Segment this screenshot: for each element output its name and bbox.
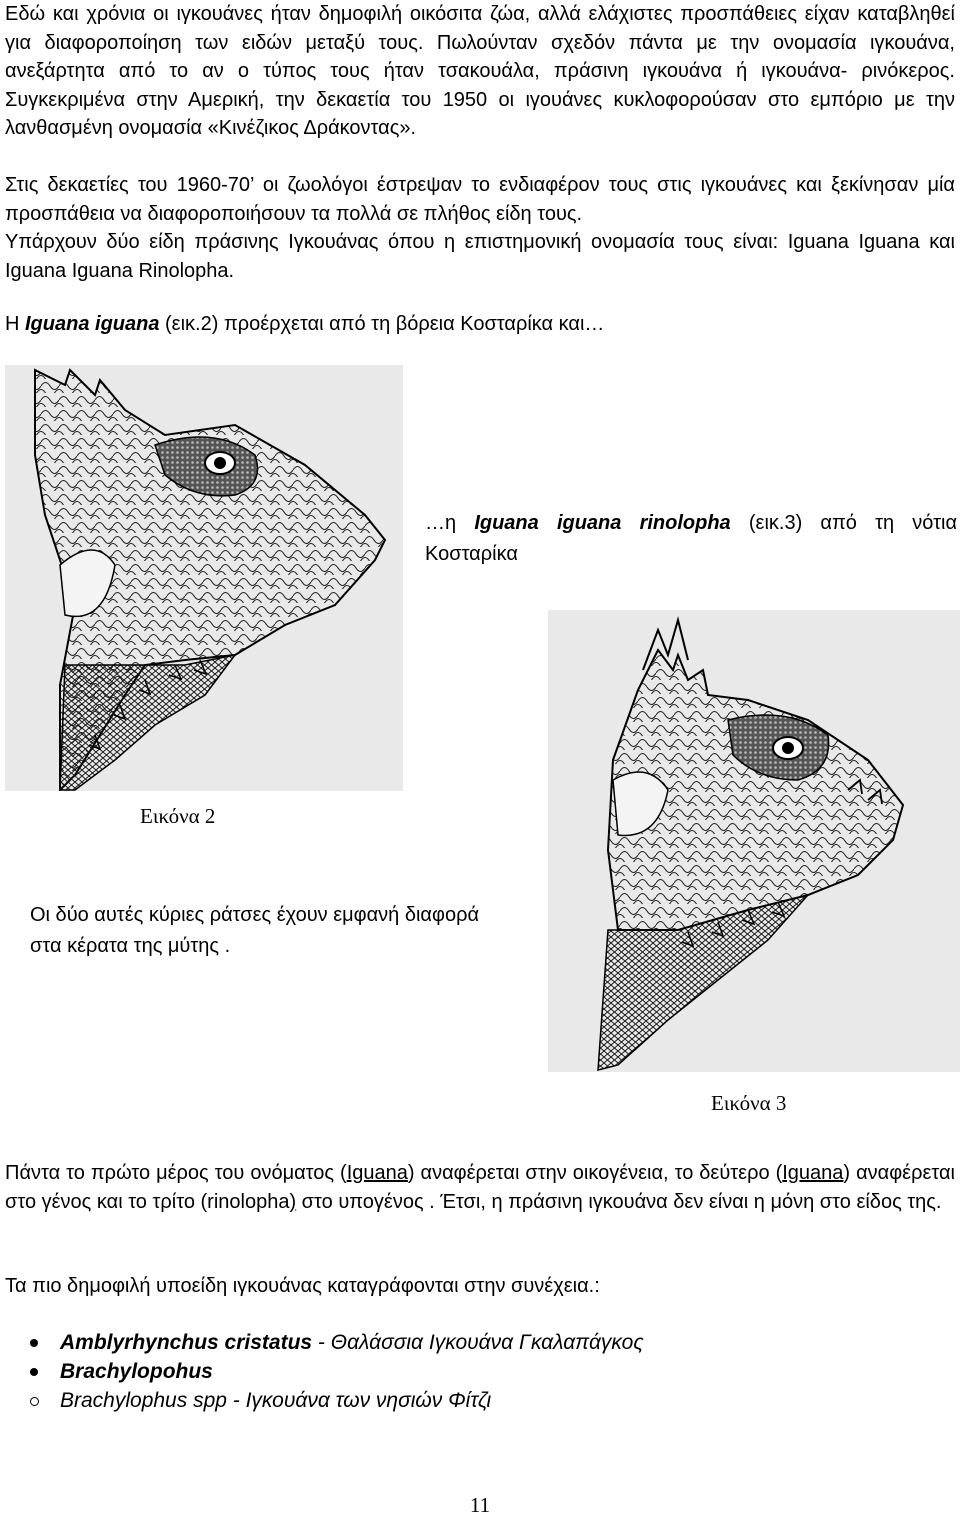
figure-3-iguana-rinolopha-drawing <box>548 610 960 1072</box>
list-item: Brachylopohus <box>30 1357 644 1386</box>
difference-text: Οι δύο αυτές κύριες ράτσες έχουν εμφανή διαφορά στα κέρατα της μύτης . <box>30 904 480 957</box>
subspecies-intro: Τα πιο δημοφιλή υποείδη ιγκουάνας καταγράφονται στην συνέχεια.: <box>5 1275 600 1297</box>
species-name-rinolopha: Iguana iguana rinolopha <box>474 512 731 534</box>
figure-2-iguana-head-drawing <box>5 365 403 791</box>
naming-paragraph: Πάντα το πρώτο μέρος του ονόματος (Iguana) αναφέρεται στην οικογένεια, το δεύτερο (Iguana) αναφέρεται στο γένος και το τρίτο (rinolopha) στο υπογένος . Έτσι, η πράσινη ιγκουάνα δεν είναι η μόνη στο είδος της. <box>5 1162 955 1213</box>
species-name-iguana: Iguana iguana <box>25 313 160 335</box>
list-item: Amblyrhynchus cristatus - Θαλάσσια Ιγκουάνα Γκαλαπάγκος <box>30 1328 644 1357</box>
intro-paragraph-1: Εδώ και χρόνια οι ιγκουάνες ήταν δημοφιλή οικόσιτα ζώα, αλλά ελάχιστες προσπάθειες είχαν καταβληθεί για διαφοροποίηση των ειδών μεταξύ τους. Πωλούνταν σχεδόν πάντα με την ονομασία ιγκουάνα, ανεξάρτητα από το αν ο τύπος τους ήταν τσακουάλα, πράσινη ιγκουάνα ή ιγκουάνα- ρινόκερος. Συγκεκριμένα στην Αμερική, την δεκαετία του 1950 οι ιγουάνες κυκλοφορούσαν στο εμπόριο με την λανθασμένη ονομασία «Κινέζικος Δράκοντας». <box>5 3 955 139</box>
subspecies-list <box>30 1328 644 1415</box>
fig3-intro: …η Iguana iguana rinolopha (εικ.3) από τη νότια Κοσταρίκα <box>425 512 958 565</box>
list-item: Brachylophus spp - Ιγκουάνα των νησιών Φίτζι <box>30 1386 644 1415</box>
intro-paragraph-2: Στις δεκαετίες του 1960-70’ οι ζωολόγοι έστρεψαν το ενδιαφέρον τους στις ιγκουάνες και ξεκίνησαν μία προσπάθεια να διαφοροποιήσουν τα πολλά σε πλήθος είδη τους. <box>5 174 955 225</box>
intro-paragraph-3: Υπάρχουν δύο είδη πράσινης Ιγκουάνας όπου η επιστημονική ονομασία τους είναι: Iguana Iguana και Iguana Iguana Rinolopha. <box>5 231 955 282</box>
page-number: 11 <box>469 1493 491 1517</box>
figure-2-caption: Εικόνα 2 <box>140 804 216 828</box>
fig2-intro: Η Iguana iguana (εικ.2) προέρχεται από τη βόρεια Κοσταρίκα και… <box>5 313 605 335</box>
figure-3-caption: Εικόνα 3 <box>711 1091 787 1115</box>
